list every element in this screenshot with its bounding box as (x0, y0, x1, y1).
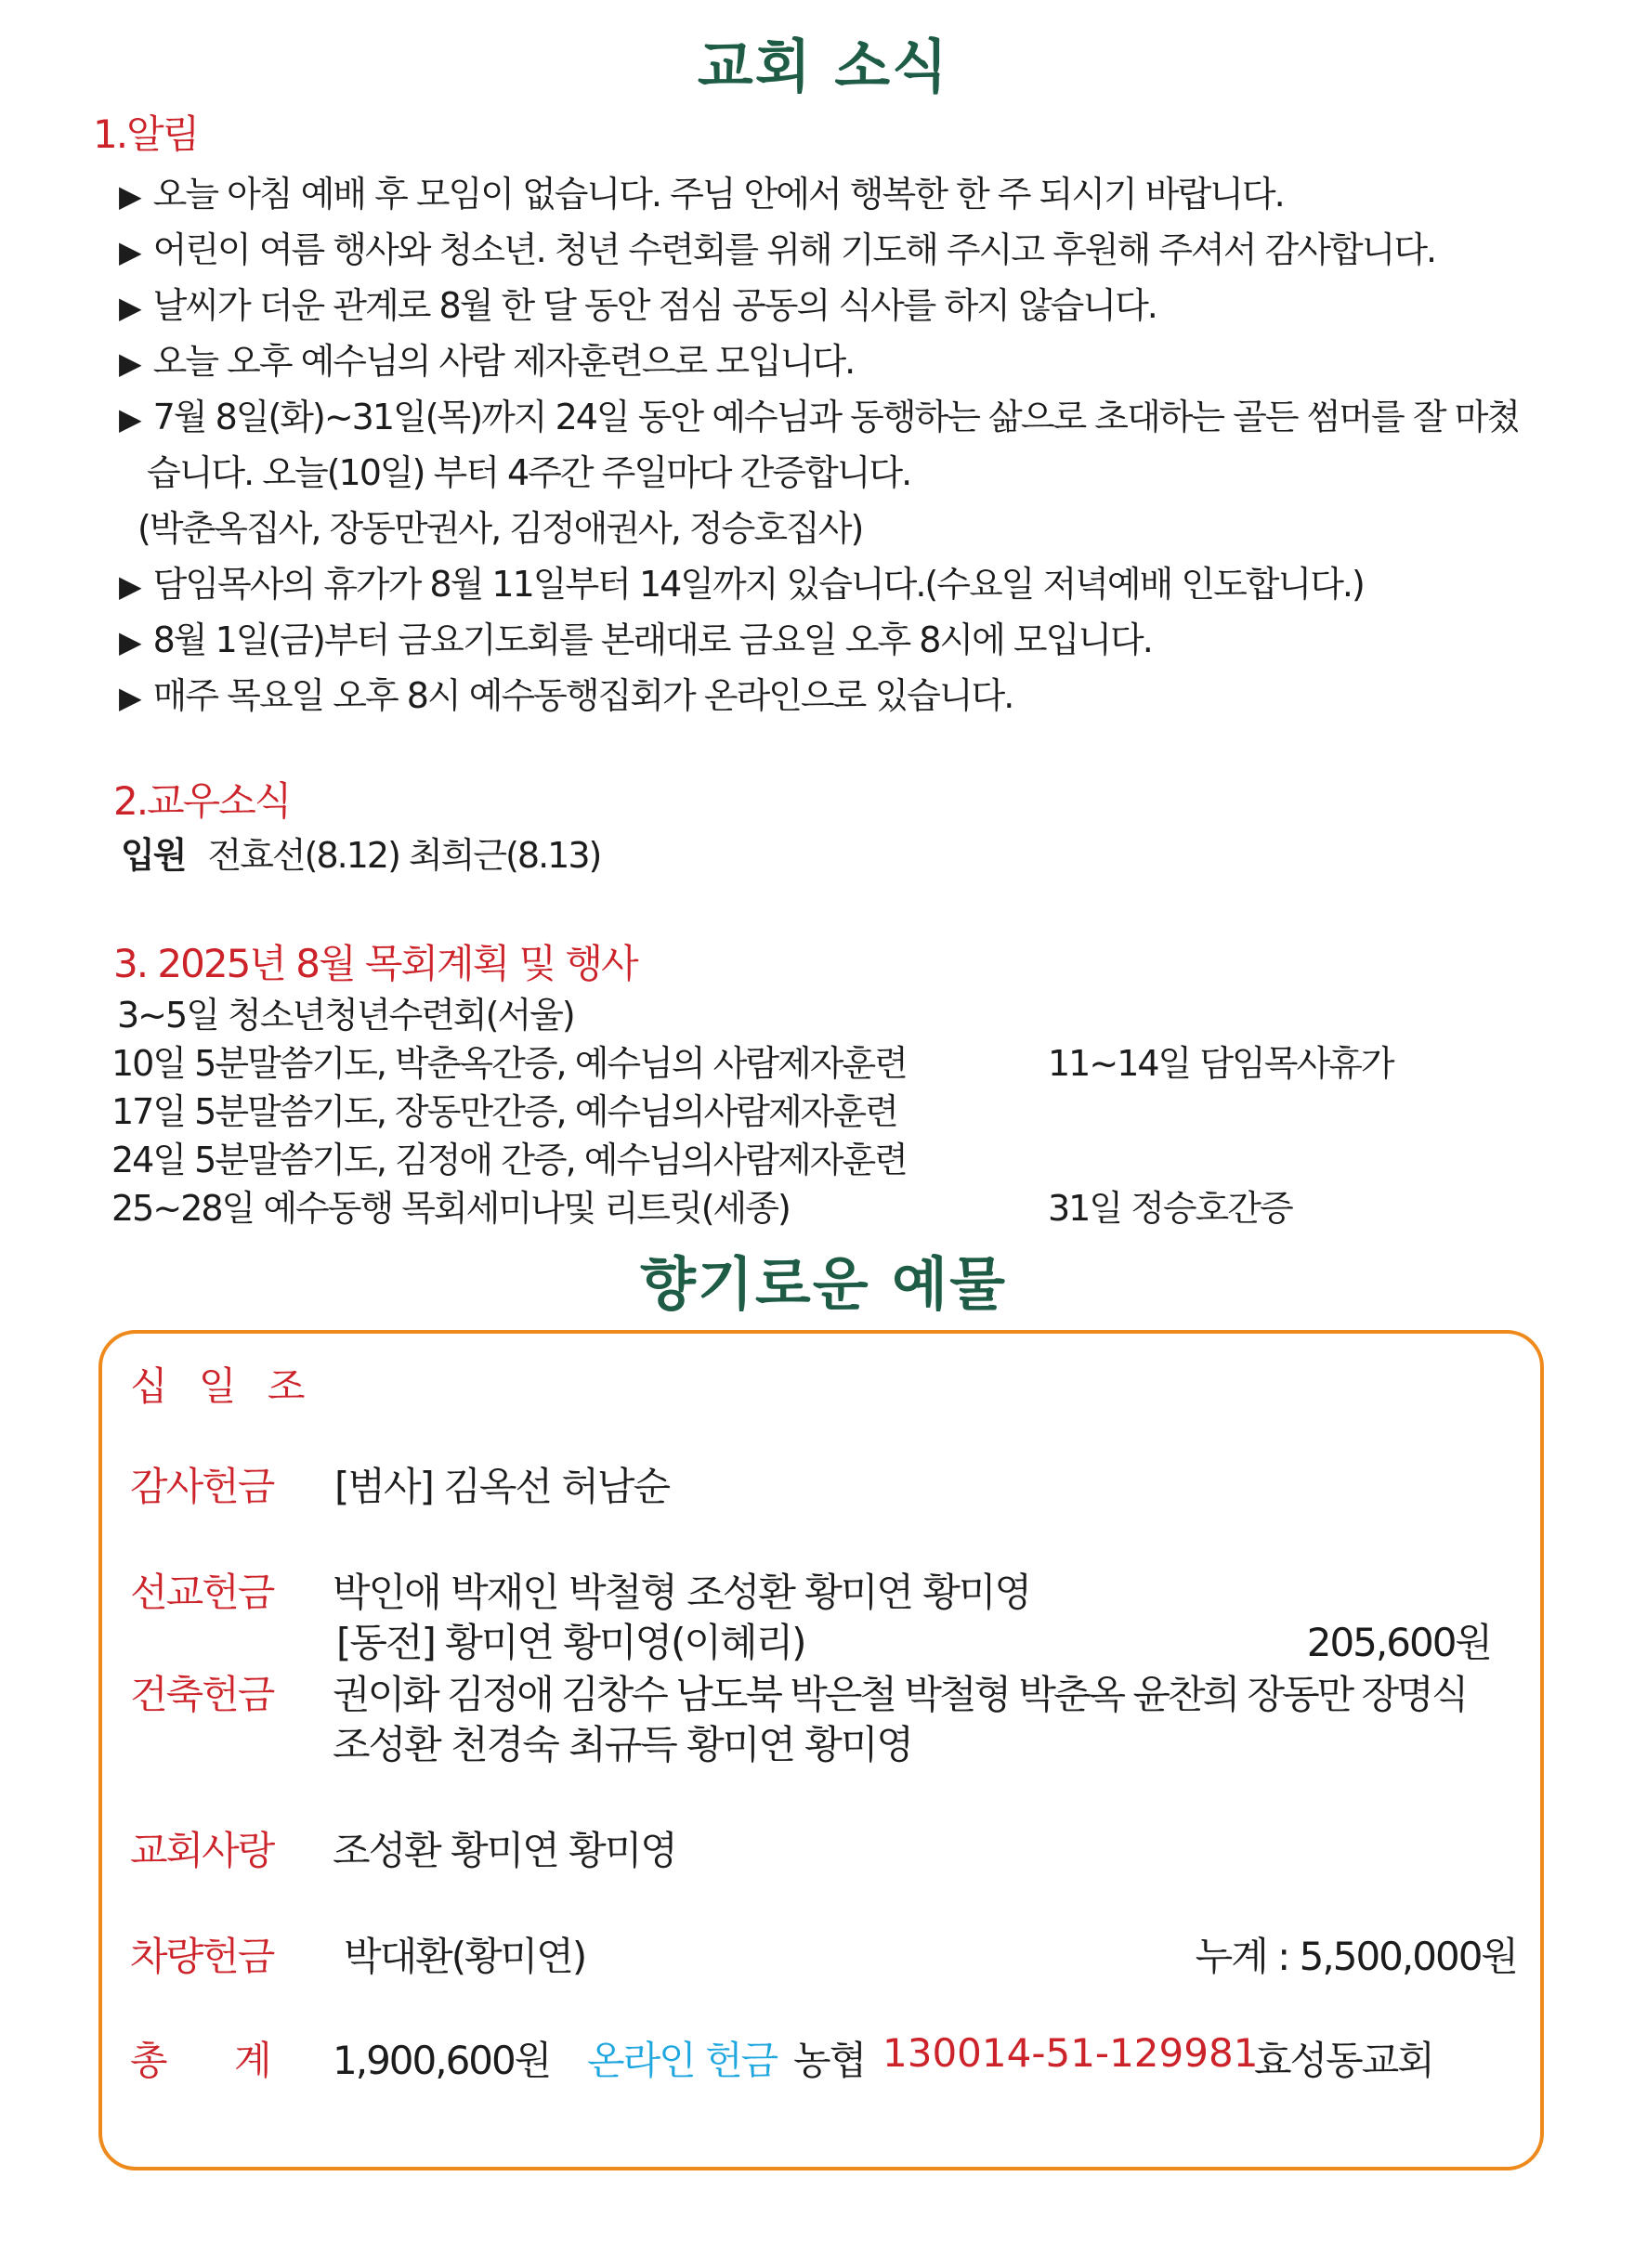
notices-heading: 1.알림 (93, 111, 199, 157)
account-holder: 효성동교회 (1254, 2038, 1433, 2083)
members-line (121, 827, 600, 878)
list-item: ▶ 오늘 오후 예수님의 사람 제자훈련으로 모입니다. (119, 341, 855, 382)
list-item: ▶ 담임목사의 휴가가 8월 11일부터 14일까지 있습니다.(수요일 저녁예배 인도합니다.) (119, 564, 1364, 605)
list-item: ▶ 7월 8일(화)~31일(목)까지 24일 동안 예수님과 동행하는 삶으로 초대하는 골든 썸머를 잘 마쳤 (119, 397, 1520, 437)
list-item-continuation: (박춘옥집사, 장동만권사, 김정애권사, 정승호집사) (137, 508, 863, 549)
love-label: 교회사랑 (130, 1828, 274, 1873)
total-label-a: 총 (130, 2038, 166, 2083)
triangle-bullet-icon: ▶ (119, 178, 140, 214)
triangle-bullet-icon: ▶ (119, 680, 140, 715)
list-item: ▶ 오늘 아침 예배 후 모임이 없습니다. 주님 안에서 행복한 한 주 되시기 바랍니다. (119, 174, 1284, 215)
building-line1: 권이화 김정애 김창수 남도북 박은철 박철형 박춘옥 윤찬희 장동만 장명식 (333, 1672, 1467, 1717)
mission-amount: 205,600원 (1306, 1620, 1491, 1665)
members-label: 입원 (121, 835, 186, 876)
plan-row-left: 17일 5분말씀기도, 장동만간증, 예수님의사람제자훈련 (111, 1091, 897, 1132)
vehicle-text: 박대환(황미연) (344, 1934, 586, 1979)
triangle-bullet-icon: ▶ (119, 234, 140, 269)
plan-row-left: 10일 5분말씀기도, 박춘옥간증, 예수님의 사람제자훈련 (111, 1043, 907, 1084)
members-text: 전효선(8.12) 최희근(8.13) (207, 835, 601, 876)
total-amount: 1,900,600원 (333, 2038, 551, 2083)
total-label-b: 계 (234, 2038, 270, 2083)
vehicle-total: 누계 : 5,500,000원 (1195, 1934, 1517, 1979)
list-item: ▶ 어린이 여름 행사와 청소년. 청년 수련회를 위해 기도해 주시고 후원해 주셔서 감사합니다. (119, 229, 1436, 270)
thanks-label: 감사헌금 (130, 1464, 274, 1509)
list-item: ▶ 매주 목요일 오후 8시 예수동행집회가 온라인으로 있습니다. (119, 675, 1013, 716)
triangle-bullet-icon: ▶ (119, 290, 140, 325)
vehicle-label: 차량헌금 (130, 1934, 274, 1979)
page-title: 교회 소식 (697, 33, 950, 100)
mission-line1: 박인애 박재인 박철형 조성환 황미연 황미영 (333, 1570, 1031, 1615)
plan-row-right: 11~14일 담임목사휴가 (1048, 1043, 1393, 1084)
plan-row-right: 31일 정승호간증 (1048, 1188, 1292, 1229)
tithe-label: 십 일 조 (130, 1363, 315, 1409)
triangle-bullet-icon: ▶ (119, 401, 140, 437)
list-item: ▶ 8월 1일(금)부터 금요기도회를 본래대로 금요일 오후 8시에 모입니다. (119, 619, 1152, 660)
building-label: 건축헌금 (130, 1672, 274, 1717)
mission-label: 선교헌금 (130, 1570, 274, 1615)
plan-row-left: 3~5일 청소년청년수련회(서울) (117, 995, 574, 1036)
triangle-bullet-icon: ▶ (119, 624, 140, 659)
love-text: 조성환 황미연 황미영 (333, 1828, 676, 1873)
plan-row-left: 24일 5분말씀기도, 김정애 간증, 예수님의사람제자훈련 (111, 1140, 907, 1180)
thanks-text: [범사] 김옥선 허남순 (334, 1464, 670, 1509)
building-line2: 조성환 천경숙 최규득 황미연 황미영 (333, 1722, 912, 1767)
bank-name: 농협 (793, 2038, 866, 2083)
triangle-bullet-icon: ▶ (119, 568, 140, 604)
account-number: 130014-51-129981 (882, 2030, 1259, 2076)
plan-heading: 3. 2025년 8월 목회계획 및 행사 (113, 941, 637, 986)
list-item: ▶ 날씨가 더운 관계로 8월 한 달 동안 점심 공동의 식사를 하지 않습니다. (119, 285, 1157, 326)
plan-row-left: 25~28일 예수동행 목회세미나및 리트릿(세종) (111, 1188, 790, 1229)
list-item-continuation: 습니다. 오늘(10일) 부터 4주간 주일마다 간증합니다. (147, 452, 911, 493)
offering-title: 향기로운 예물 (640, 1250, 1007, 1318)
mission-line2: [동전] 황미연 황미영(이혜리) (336, 1620, 805, 1665)
triangle-bullet-icon: ▶ (119, 345, 140, 381)
members-heading: 2.교우소식 (113, 778, 291, 824)
online-offering-label: 온라인 헌금 (587, 2038, 778, 2083)
